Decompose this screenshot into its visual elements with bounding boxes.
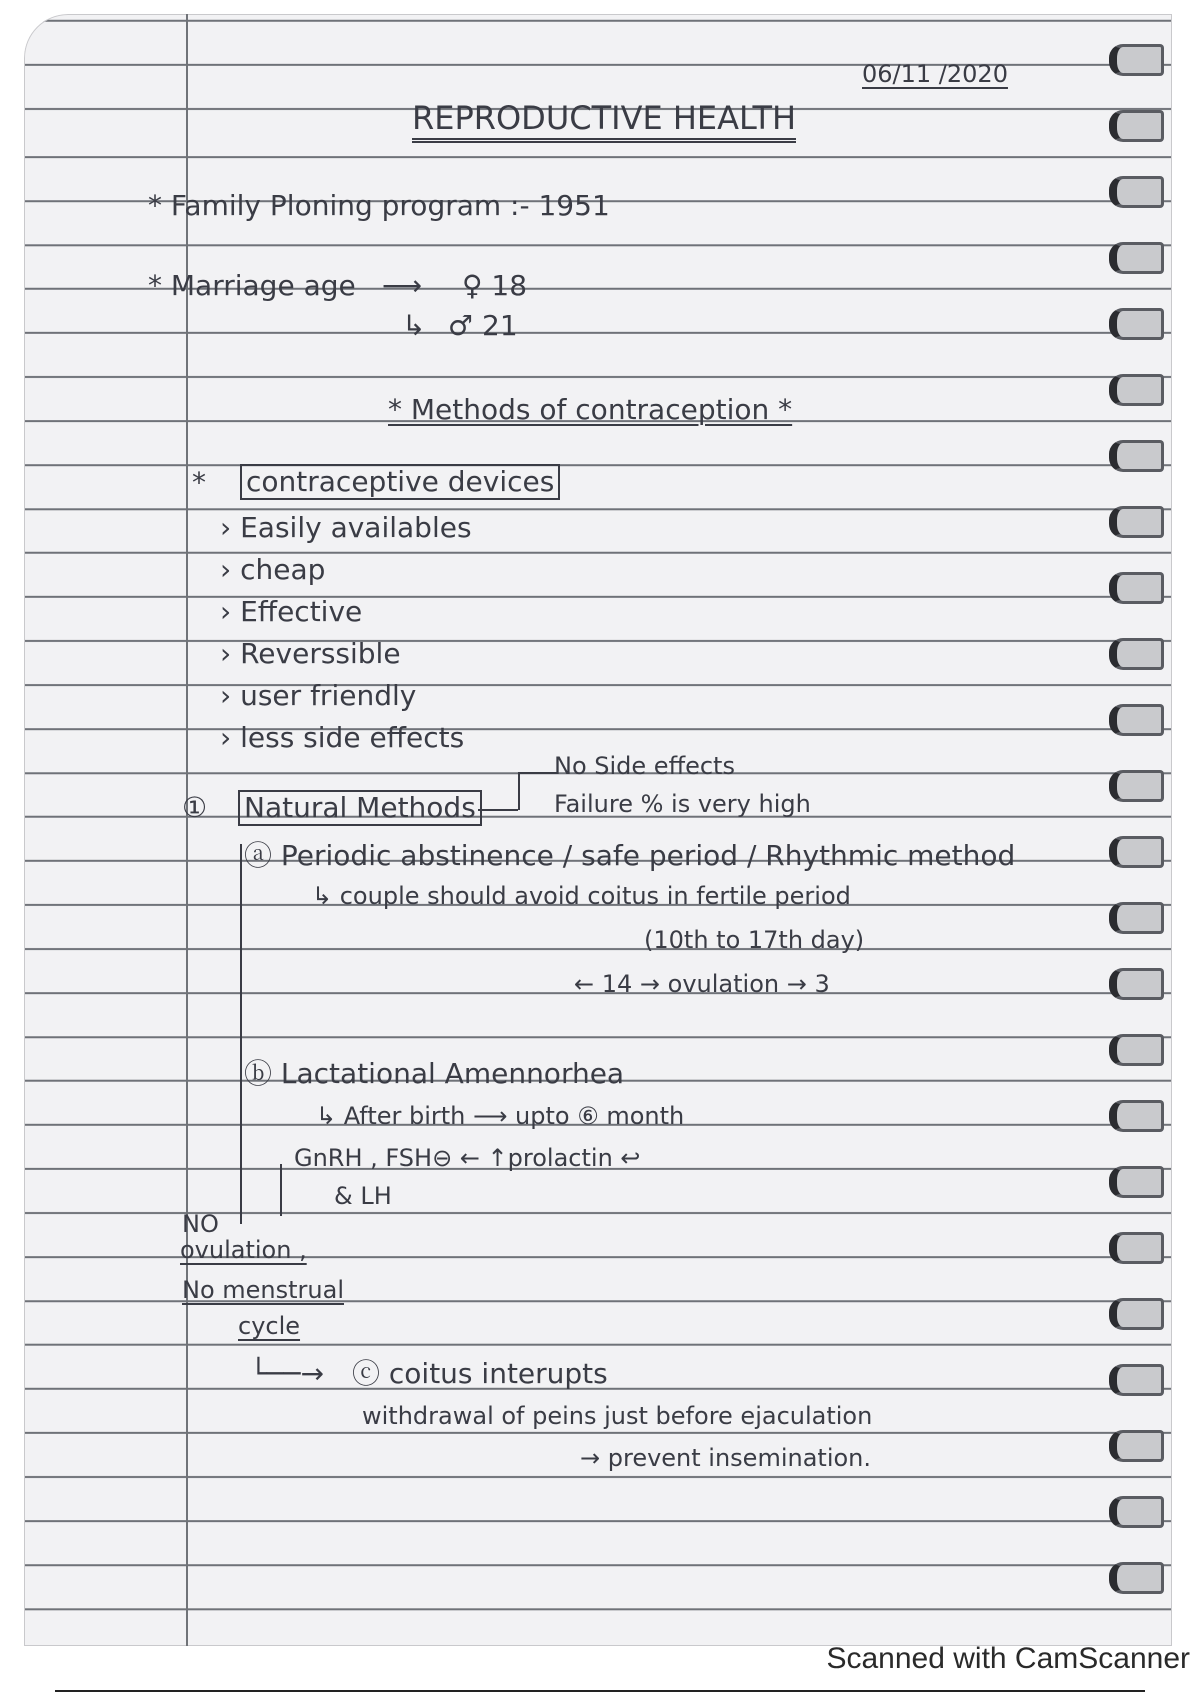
arrow-icon: ⟶	[382, 269, 423, 302]
method-c-detail: withdrawal of peins just before ejaculation	[362, 1402, 873, 1430]
marriage-label: * Marriage age	[148, 269, 356, 302]
method-a-detail: ↳ couple should avoid coitus in fertile period	[312, 882, 851, 910]
spiral-ring-icon	[1109, 440, 1164, 472]
spiral-ring-icon	[1109, 836, 1164, 868]
spiral-ring-icon	[1109, 968, 1164, 1000]
no-ovulation-label: NO	[182, 1210, 219, 1238]
spiral-ring-icon	[1109, 1364, 1164, 1396]
method-a-title: ⓐ Periodic abstinence / safe period / Rhythmic method	[244, 839, 1016, 872]
device-item: › Easily availables	[220, 511, 472, 544]
notebook-page	[24, 14, 1172, 1646]
spiral-ring-icon	[1109, 1430, 1164, 1462]
natural-note: No Side effects	[554, 752, 735, 780]
natural-number: ①	[182, 791, 208, 824]
cycle-label: cycle	[238, 1312, 301, 1340]
spiral-ring-icon	[1109, 1298, 1164, 1330]
spiral-ring-icon	[1109, 572, 1164, 604]
branch-arrow-icon: ↳	[402, 309, 426, 342]
method-b-after: ↳ After birth ⟶ upto ⑥ month	[316, 1102, 685, 1130]
spiral-ring-icon	[1109, 770, 1164, 802]
natural-heading: Natural Methods	[238, 790, 482, 826]
spiral-ring-icon	[1109, 1100, 1164, 1132]
devices-heading: contraceptive devices	[240, 464, 560, 500]
spiral-ring-icon	[1109, 1034, 1164, 1066]
spiral-ring-icon	[1109, 1562, 1164, 1594]
method-b-title: ⓑ Lactational Amennorhea	[244, 1057, 625, 1090]
method-c-title: ⓒ coitus interupts	[352, 1357, 608, 1390]
device-item: › user friendly	[220, 679, 417, 712]
method-c-result: → prevent insemination.	[580, 1444, 872, 1472]
device-item: › Reverssible	[220, 637, 401, 670]
connector-line	[478, 809, 518, 811]
spiral-ring-icon	[1109, 704, 1164, 736]
connector-line	[518, 772, 558, 774]
page-title: REPRODUCTIVE HEALTH	[412, 102, 796, 143]
spiral-binding	[1102, 14, 1172, 1646]
spiral-ring-icon	[1109, 242, 1164, 274]
tree-line	[240, 844, 242, 1224]
spiral-ring-icon	[1109, 110, 1164, 142]
spiral-ring-icon	[1109, 1496, 1164, 1528]
family-planning-line: * Family Ploning program :- 1951	[148, 189, 610, 222]
spiral-ring-icon	[1109, 638, 1164, 670]
female-age: ♀ 18	[462, 269, 528, 302]
spiral-ring-icon	[1109, 374, 1164, 406]
date: 06/11 /2020	[862, 60, 1008, 88]
device-item: › less side effects	[220, 721, 465, 754]
device-item: › cheap	[220, 553, 326, 586]
male-age: ♂ 21	[448, 309, 518, 342]
methods-heading: * Methods of contraception *	[388, 393, 793, 426]
spiral-ring-icon	[1109, 176, 1164, 208]
scanner-watermark: Scanned with CamScanner	[826, 1642, 1190, 1675]
no-menstrual-label: No menstrual	[182, 1276, 344, 1304]
spiral-ring-icon	[1109, 506, 1164, 538]
spiral-ring-icon	[1109, 308, 1164, 340]
method-b-hormones: GnRH , FSH⊖ ← ↑prolactin ↩	[294, 1144, 641, 1172]
natural-note: Failure % is very high	[554, 790, 811, 818]
method-a-days: (10th to 17th day)	[644, 926, 865, 954]
bracket-line	[280, 1164, 282, 1216]
spiral-ring-icon	[1109, 1232, 1164, 1264]
spiral-ring-icon	[1109, 902, 1164, 934]
ovulation-label: ovulation ,	[180, 1236, 307, 1264]
device-item: › Effective	[220, 595, 363, 628]
devices-star: *	[192, 466, 206, 499]
margin-line	[186, 14, 188, 1646]
bottom-divider	[55, 1690, 1145, 1692]
method-a-ovulation: ← 14 → ovulation → 3	[574, 970, 830, 998]
arrow-icon: └──→	[250, 1357, 325, 1390]
connector-line	[518, 772, 520, 810]
method-b-lh: & LH	[334, 1182, 392, 1210]
spiral-ring-icon	[1109, 1166, 1164, 1198]
spiral-ring-icon	[1109, 44, 1164, 76]
